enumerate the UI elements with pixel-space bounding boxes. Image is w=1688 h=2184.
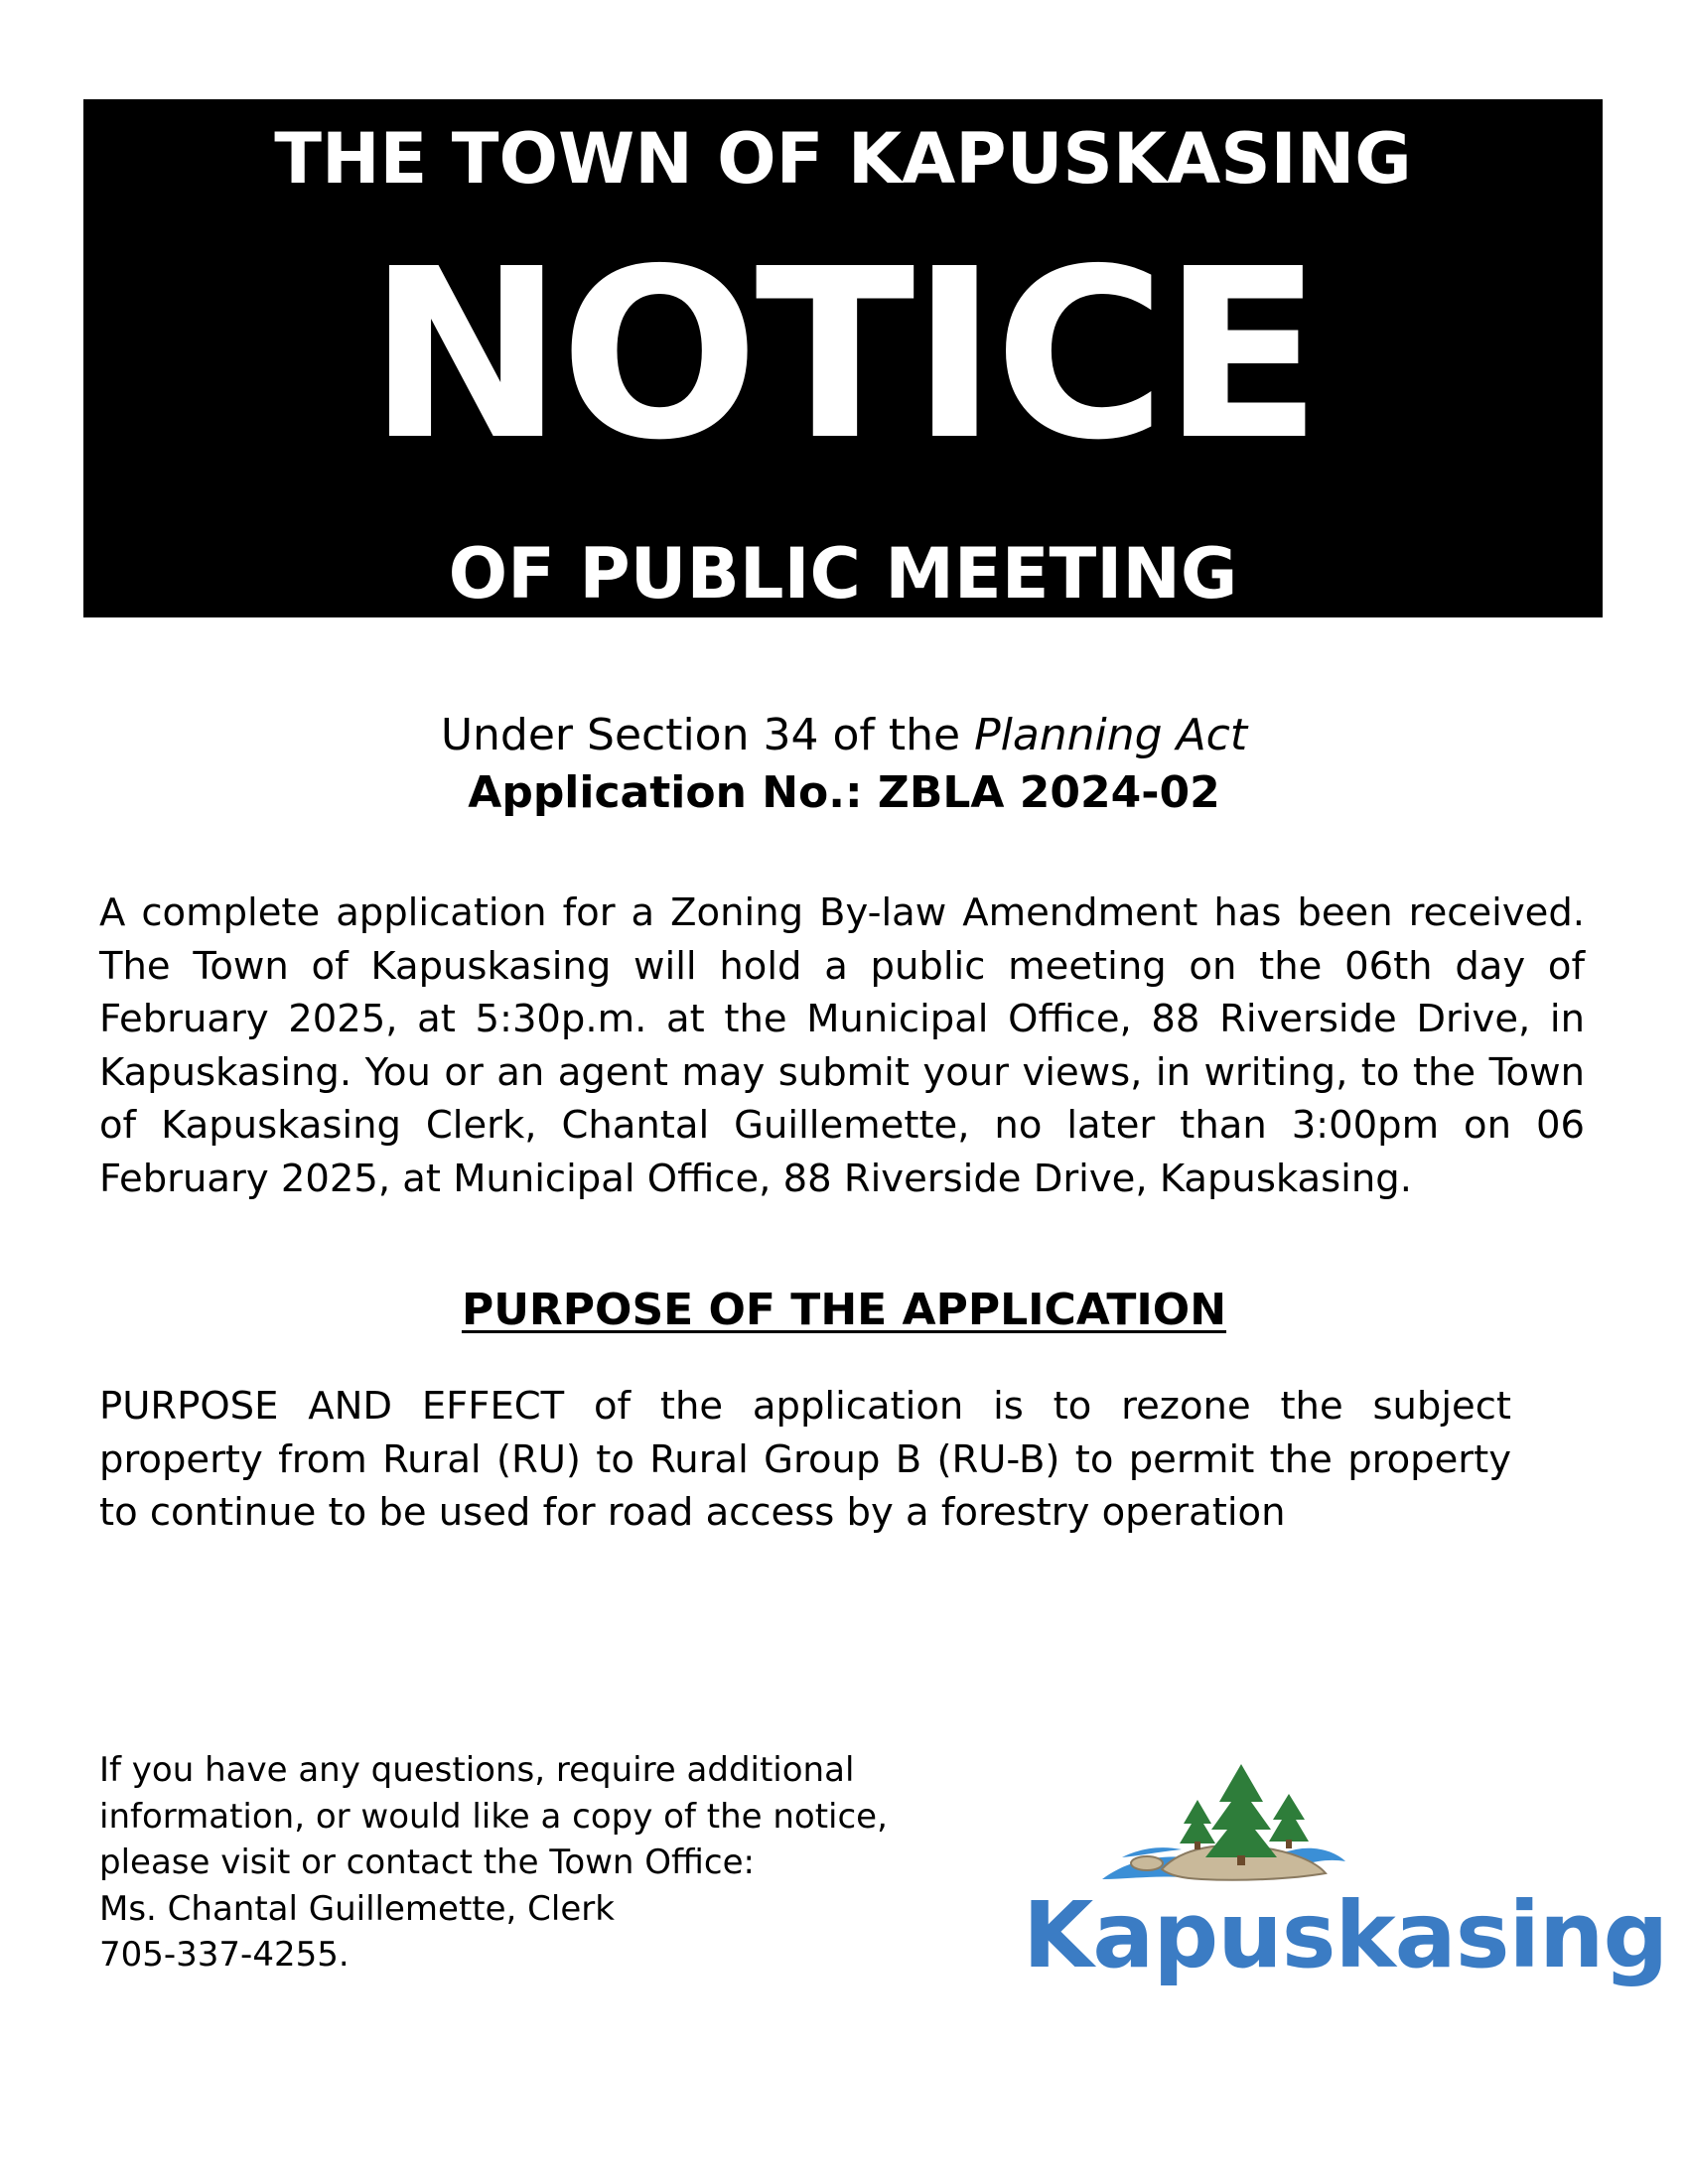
purpose-heading: [0, 1281, 1688, 1340]
intro-paragraph: [99, 887, 1585, 1205]
meeting-subtitle: OF PUBLIC MEETING: [448, 533, 1238, 614]
logo-wordmark: Kapuskasing: [1023, 1882, 1668, 1988]
notice-banner: [83, 99, 1603, 617]
application-number: Application No.: ZBLA 2024-02: [468, 767, 1220, 818]
purpose-line: PURPOSE AND EFFECT of the application is to rezone the subject: [99, 1384, 1511, 1429]
contact-phone: 705-337-4255.: [99, 1935, 350, 1975]
intro-line: A complete application for a Zoning By-law Amendment has been received.: [99, 890, 1585, 935]
contact-info: [99, 1747, 993, 1979]
purpose-line: property to continue to be used for road access by a forestry operation: [99, 1436, 1511, 1535]
intro-line: The Town of Kapuskasing will hold a public meeting on the 06th day of: [99, 943, 1585, 989]
contact-line: information, or would like a copy of the notice,: [99, 1796, 888, 1837]
purpose-heading-text: PURPOSE OF THE APPLICATION: [461, 1285, 1227, 1335]
intro-line: Town of Kapuskasing Clerk, Chantal Guillemette, no later than 3:00pm on: [99, 1049, 1585, 1148]
intro-line: 06 February 2025, at Municipal Office, 88 Riverside Drive, Kapuskasing.: [99, 1103, 1585, 1201]
contact-line: If you have any questions, require additional: [99, 1750, 855, 1790]
town-title: THE TOWN OF KAPUSKASING: [274, 118, 1412, 200]
contact-line: please visit or contact the Town Office:: [99, 1843, 755, 1882]
intro-line: February 2025, at 5:30p.m. at the Municipal Office, 88 Riverside Drive, in: [99, 997, 1585, 1041]
section-prefix: Under Section 34 of the: [440, 710, 961, 760]
act-name: Planning Act: [974, 710, 1248, 760]
purpose-line: property from Rural (RU) to Rural Group B (RU-B) to permit the: [99, 1436, 1348, 1482]
contact-line: Ms. Chantal Guillemette, Clerk: [99, 1888, 615, 1929]
section-reference: [0, 707, 1688, 764]
intro-line: Kapuskasing. You or an agent may submit your views, in writing, to the: [99, 1049, 1489, 1095]
notice-title: NOTICE: [367, 218, 1319, 491]
purpose-paragraph: [99, 1380, 1511, 1540]
